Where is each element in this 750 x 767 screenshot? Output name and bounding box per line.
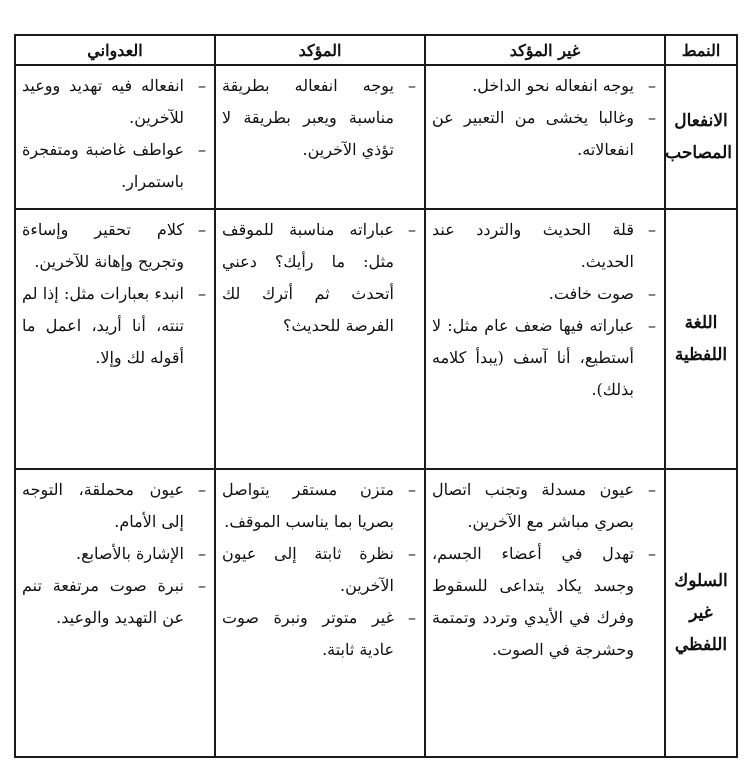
list-item-text: عيون مسدلة وتجنب اتصال بصري مباشر مع الآخرين.	[432, 480, 634, 531]
table-row	[15, 65, 737, 209]
list-item	[222, 602, 416, 666]
list-item-text: نظرة ثابتة إلى عيون الآخرين.	[222, 544, 394, 595]
list-item-text: انفعاله فيه تهديد ووعيد للآخرين.	[22, 76, 184, 127]
bullet-dash: –	[408, 608, 416, 627]
list-item-text: صوت خافت.	[548, 284, 634, 303]
assertive-cell	[215, 469, 425, 757]
list-item	[432, 538, 656, 666]
bullet-dash: –	[198, 220, 206, 239]
aggressive-cell	[15, 469, 215, 757]
row-type-cell: السلوك غير اللفظي	[665, 469, 737, 757]
behavior-styles-table	[14, 34, 738, 758]
bullet-dash: –	[198, 76, 206, 95]
list-item-text: الإشارة بالأصابع.	[75, 544, 184, 563]
list-item-text: نبرة صوت مرتفعة تنم عن التهديد والوعيد.	[22, 576, 184, 627]
comparison-table-wrapper	[14, 34, 736, 767]
bullet-dash: –	[408, 480, 416, 499]
list-item	[432, 278, 656, 310]
list-item	[222, 70, 416, 166]
list-item-text: يوجه انفعاله بطريقة مناسبة ويعبر بطريقة لا تؤذي الآخرين.	[222, 76, 394, 159]
list-item	[222, 214, 416, 342]
bullet-dash: –	[408, 220, 416, 239]
table-body	[15, 65, 737, 757]
list-item	[22, 278, 206, 374]
bullet-dash: –	[648, 316, 656, 335]
bullet-dash: –	[648, 284, 656, 303]
bullet-dash: –	[198, 140, 206, 159]
list-item	[432, 102, 656, 166]
list-item	[22, 474, 206, 538]
list-item-text: عباراته مناسبة للموقف مثل: ما رأيك؟ دعني أتحدث ثم أترك لك الفرصة للحديث؟	[222, 220, 394, 335]
non-assertive-cell	[425, 209, 665, 469]
row-type-cell: الانفعال المصاحب	[665, 65, 737, 209]
bullet-dash: –	[198, 480, 206, 499]
list-item-text: عباراته فيها ضعف عام مثل: لا أستطيع، أنا آسف (يبدأ كلامه بذلك).	[432, 316, 634, 399]
bullet-dash: –	[408, 76, 416, 95]
list-item-text: متزن مستقر يتواصل بصريا بما يناسب الموقف.	[222, 480, 394, 531]
list-item	[432, 310, 656, 406]
aggressive-cell	[15, 209, 215, 469]
aggressive-cell	[15, 65, 215, 209]
header-non-assertive: غير المؤكد	[425, 35, 665, 65]
bullet-dash: –	[198, 284, 206, 303]
bullet-dash: –	[648, 220, 656, 239]
bullet-dash: –	[648, 108, 656, 127]
table-header-row	[15, 35, 737, 65]
list-item-text: تهدل في أعضاء الجسم، وجسد يكاد يتداعى للسقوط وفرك في الأيدي وتردد وتمتمة وحشرجة في الصوت.	[432, 544, 634, 659]
header-type: النمط	[665, 35, 737, 65]
list-item-text: غير متوتر ونبرة صوت عادية ثابتة.	[222, 608, 394, 659]
assertive-cell	[215, 209, 425, 469]
list-item	[222, 538, 416, 602]
non-assertive-cell	[425, 469, 665, 757]
table-row	[15, 209, 737, 469]
list-item	[222, 474, 416, 538]
bullet-dash: –	[648, 76, 656, 95]
list-item	[432, 474, 656, 538]
header-aggressive: العدواني	[15, 35, 215, 65]
header-assertive: المؤكد	[215, 35, 425, 65]
bullet-dash: –	[648, 480, 656, 499]
list-item	[22, 538, 206, 570]
list-item-text: قلة الحديث والتردد عند الحديث.	[432, 220, 634, 271]
list-item-text: كلام تحقير وإساءة وتجريح وإهانة للآخرين.	[22, 220, 184, 271]
non-assertive-cell	[425, 65, 665, 209]
list-item	[22, 134, 206, 198]
row-type-cell: اللغة اللفظية	[665, 209, 737, 469]
list-item-text: عواطف غاضبة ومتفجرة باستمرار.	[22, 140, 184, 191]
bullet-dash: –	[198, 576, 206, 595]
assertive-cell	[215, 65, 425, 209]
list-item	[22, 570, 206, 634]
bullet-dash: –	[408, 544, 416, 563]
table-row	[15, 469, 737, 757]
list-item-text: عيون محملقة، التوجه إلى الأمام.	[22, 480, 184, 531]
list-item	[432, 214, 656, 278]
list-item-text: يوجه انفعاله نحو الداخل.	[472, 76, 634, 95]
list-item-text: وغالبا يخشى من التعبير عن انفعالاته.	[432, 108, 634, 159]
bullet-dash: –	[198, 544, 206, 563]
list-item	[22, 214, 206, 278]
list-item-text: انبدء بعبارات مثل: إذا لم تنته، أنا أريد، اعمل ما أقوله لك وإلا.	[22, 284, 184, 367]
list-item	[432, 70, 656, 102]
list-item	[22, 70, 206, 134]
bullet-dash: –	[648, 544, 656, 563]
